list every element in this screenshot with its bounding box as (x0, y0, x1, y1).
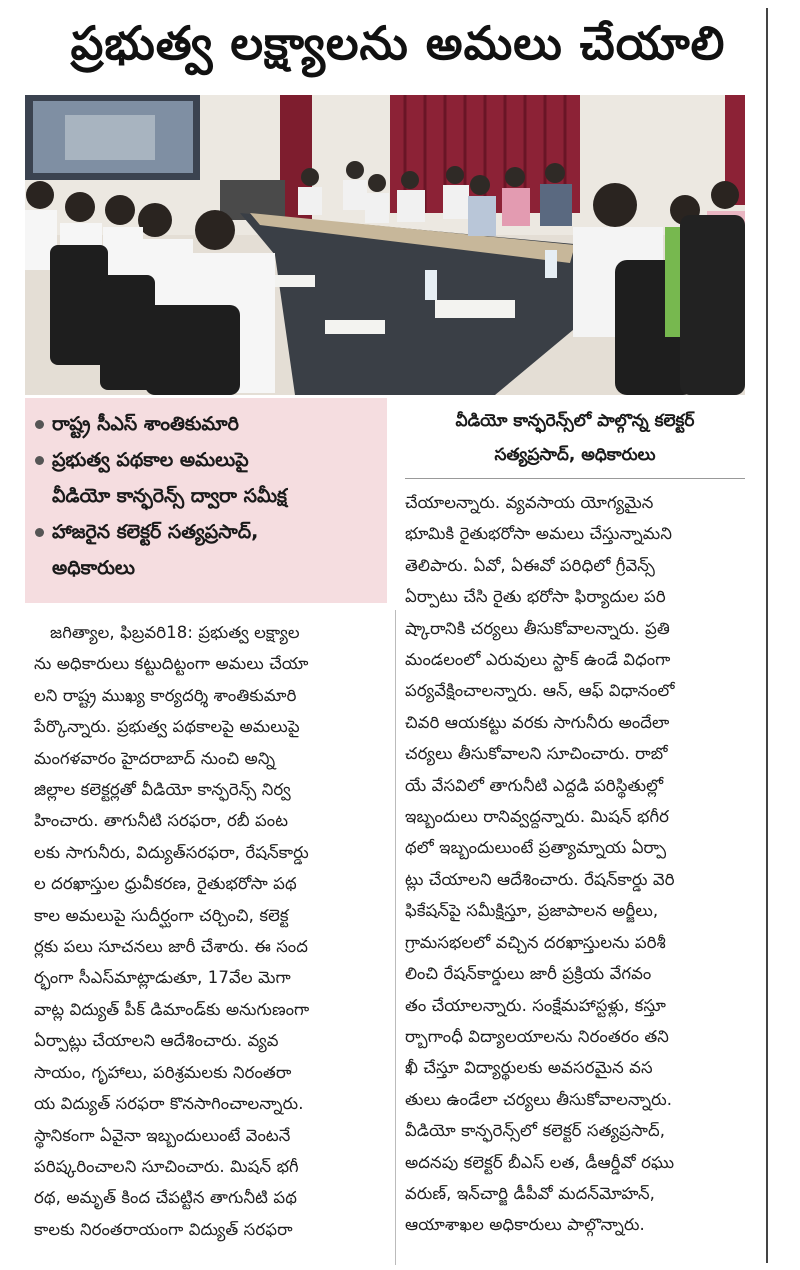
article-body-left: జగిత్యాల, ఫిబ్రవరి18: ప్రభుత్వ లక్ష్యాల ను అధికారులు కట్టుదిట్టంగా అమలు చేయా లని రాష్ట్ర ముఖ్య కార్యదర్శి శాంతికుమారి పేర్కొన్నారు. ప్రభుత్వ పథకాలపై అమలుపై మంగళవారం హైదరాబాద్ నుంచి అన్ని జిల్లాల కలెక్టర్లతో వీడియో కాన్ఫరెన్స్ నిర్వ హించారు. తాగునీటి సరఫరా, రబీ పంట లకు సాగునీరు, విద్యుత్‌సరఫరా, రేషన్‌కార్డు ల దరఖాస్తుల ధ్రువీకరణ, రైతుభరోసా పథ కాల అమలుపై సుదీర్ఘంగా చర్చించి, కలెక్ట ర్లకు పలు సూచనలు జారీ చేశారు. ఈ సంద ర్భంగా సీఎస్‌మాట్లాడుతూ, 17వేల మెగా వాట్ల విద్యుత్ పీక్ డిమాండ్‌కు అనుగుణంగా ఏర్పాట్లు చేయాలని ఆదేశించారు. వ్యవ సాయం, గృహాలు, పరిశ్రమలకు నిరంతరా య విద్యుత్ సరఫరా కొనసాగించాలన్నారు. స్థానికంగా ఏవైనా ఇబ్బందులుంటే వెంటనే పరిష్కరించాలని సూచించారు. మిషన్ భగీ రథ, అమృత్ కింద చేపట్టిన తాగునీటి పథ కాలకు నిరంతరాయంగా విద్యుత్ సరఫరా (34, 623, 310, 1239)
highlight-text: రాష్ట్ర సీఎస్ శాంతికుమారి (52, 413, 239, 435)
column-divider (395, 610, 396, 1265)
highlight-item (35, 442, 377, 514)
highlight-item (35, 514, 377, 586)
column-rule (766, 8, 768, 1263)
article-body-right: చేయాలన్నారు. వ్యవసాయ యోగ్యమైన భూమికి రైతుభరోసా అమలు చేస్తున్నామని తెలిపారు. ఏవో, ఏఈవో పరిధిలో గ్రీవెన్స్ ఏర్పాటు చేసి రైతు భరోసా ఫిర్యాదుల పరి ష్కారానికి చర్యలు తీసుకోవాలన్నారు. ప్రతి మండలంలో ఎరువులు స్టాక్ ఉండే విధంగా పర్యవేక్షించాలన్నారు. ఆన్, ఆఫ్ విధానంలో చివరి ఆయకట్టు వరకు సాగునీరు అందేలా చర్యలు తీసుకోవాలని సూచించారు. రాబో యే వేసవిలో తాగునీటి ఎద్దడి పరిస్థితుల్లో ఇబ్బందులు రానివ్వద్దన్నారు. మిషన్ భగీర థలో ఇబ్బందులుంటే ప్రత్యామ్నాయ ఏర్పా ట్లు చేయాలని ఆదేశించారు. రేషన్‌కార్డు వెరి ఫికేషన్‌పై సమీక్షిస్తూ, ప్రజాపాలన అర్జీలు, గ్రామసభలలో వచ్చిన దరఖాస్తులను పరిశీ లించి రేషన్‌కార్డులు జారీ ప్రక్రియ వేగవం తం చేయాలన్నారు. సంక్షేమహాస్టళ్లు, కస్తూ ర్బాగాంధీ విద్యాలయాలను నిరంతరం తని ఖీ చేస్తూ విద్యార్థులకు అవసరమైన వస తులు ఉండేలా చర్యలు తీసుకోవాలన్నారు. వీడియో కాన్ఫరెన్స్‌లో కలెక్టర్ సత్యప్రసాద్, అదనపు కలెక్టర్ బీఎస్ లత, డీఆర్డీవో రఘు వరుణ్, ఇన్‌చార్జి డీపీవో మదన్‌మోహన్, ఆయాశాఖల అధికారులు పాల్గొన్నారు. (405, 493, 675, 1235)
meeting-photo (25, 95, 745, 395)
headline: ప్రభుత్వ లక్ష్యాలను అమలు చేయాలి (70, 16, 726, 70)
highlights-box (25, 398, 387, 603)
highlight-item (35, 406, 377, 442)
highlight-text: ప్రభుత్వ పథకాల అమలుపై వీడియో కాన్ఫరెన్స్ ద్వారా సమీక్ష (52, 449, 287, 507)
photo-caption: వీడియో కాన్ఫరెన్స్‌లో పాల్గొన్న కలెక్టర్ సత్యప్రసాద్, అధికారులు (405, 404, 745, 479)
bullet-icon (35, 528, 44, 537)
bullet-icon (35, 456, 44, 465)
highlight-text: హాజరైన కలెక్టర్ సత్యప్రసాద్, అధికారులు (52, 521, 259, 579)
bullet-icon (35, 420, 44, 429)
